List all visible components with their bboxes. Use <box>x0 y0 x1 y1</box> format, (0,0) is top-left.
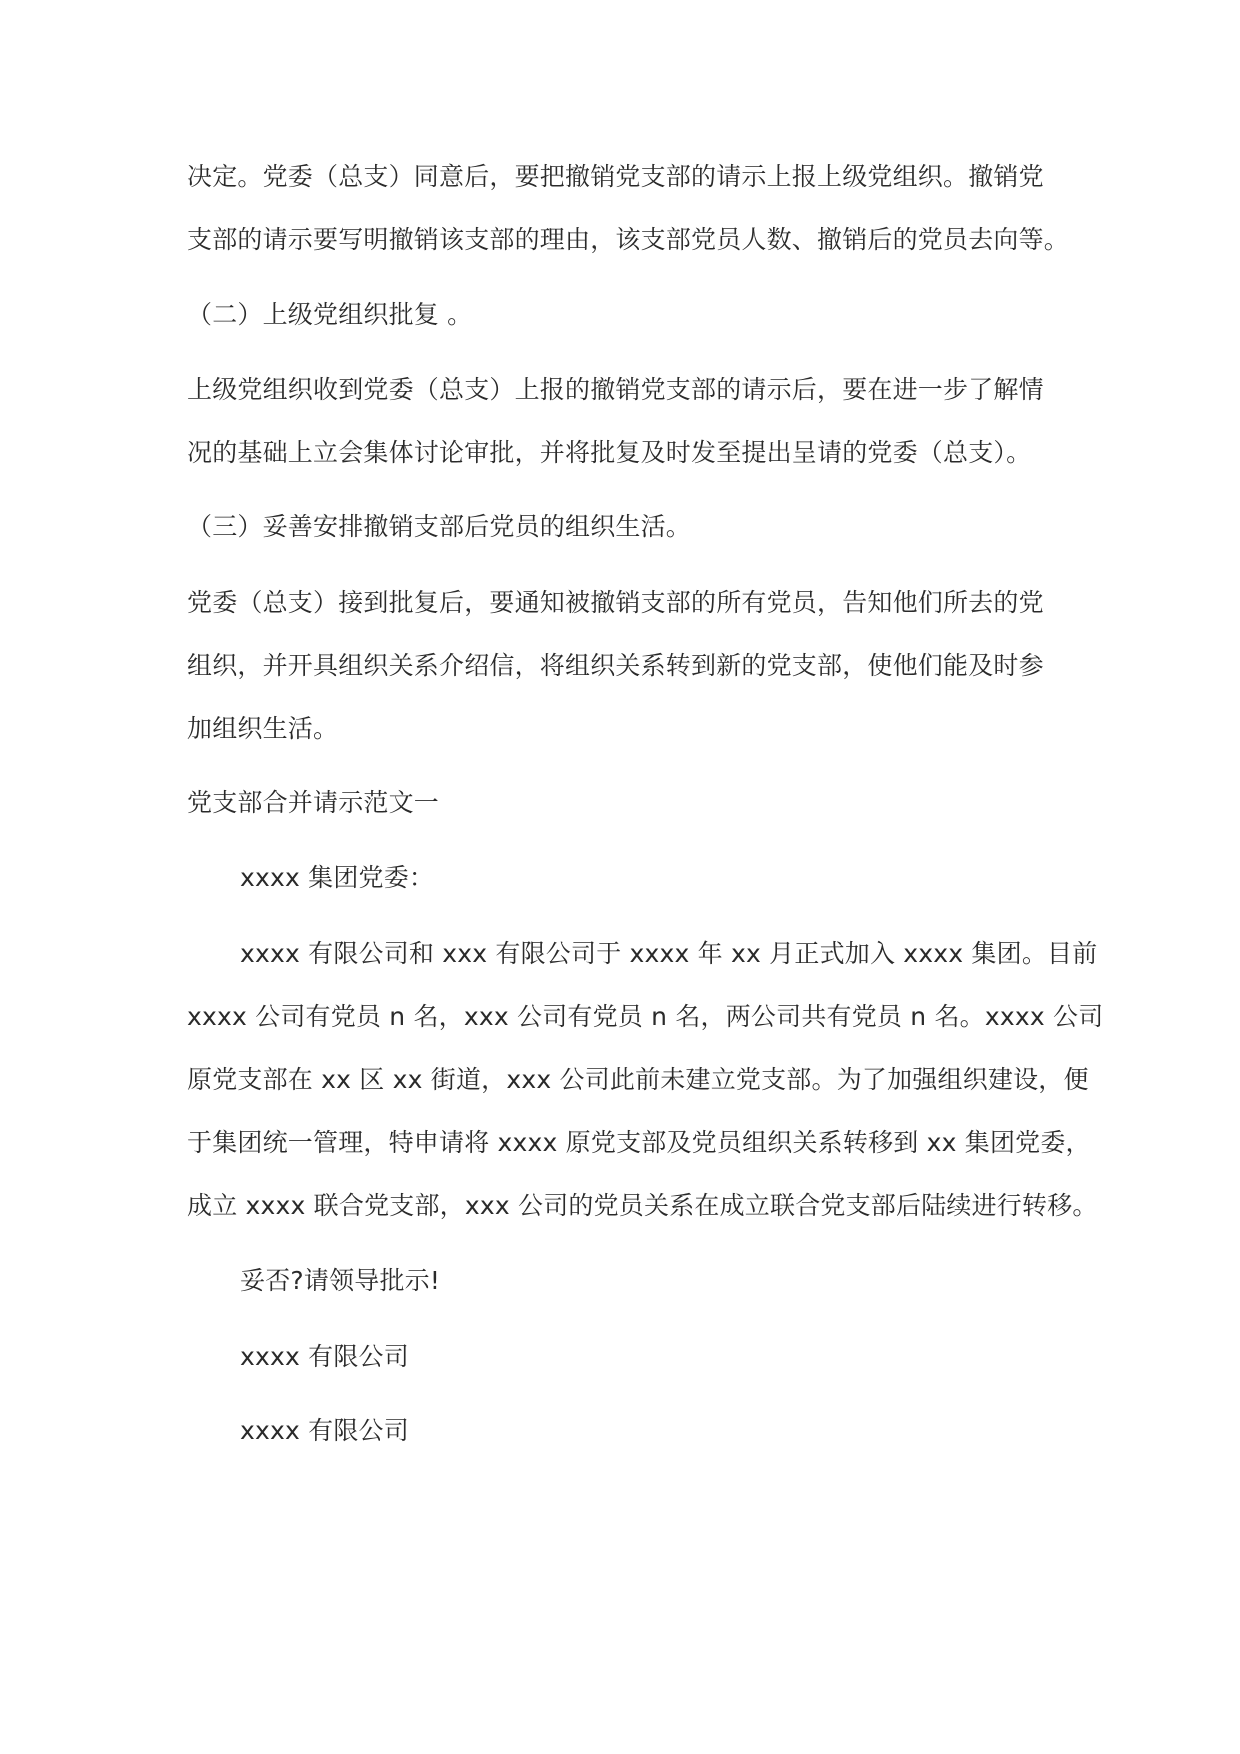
body-line-5: 成立 xxxx 联合党支部，xxx 公司的党员关系在成立联合党支部后陆续进行转移。 <box>187 1191 1098 1220</box>
signature-company-2: xxxx 有限公司 <box>240 1416 409 1445</box>
body-line-3: 原党支部在 xx 区 xx 街道，xxx 公司此前未建立党支部。为了加强组织建设，便 <box>187 1065 1089 1094</box>
paragraph-line-2: 支部的请示要写明撤销该支部的理由，该支部党员人数、撤销后的党员去向等。 <box>187 225 1070 254</box>
body-line-4: 于集团统一管理，特申请将 xxxx 原党支部及党员组织关系转移到 xx 集团党委， <box>187 1128 1091 1157</box>
salutation: xxxx 集团党委： <box>240 863 435 892</box>
paragraph-line-3: 上级党组织收到党委（总支）上报的撤销党支部的请示后，要在进一步了解情 <box>187 375 1044 404</box>
paragraph-line-4: 况的基础上立会集体讨论审批，并将批复及时发至提出呈请的党委（总支）。 <box>187 438 1032 467</box>
paragraph-line-1: 决定。党委（总支）同意后，要把撤销党支部的请示上报上级党组织。撤销党 <box>187 162 1044 191</box>
signature-company-1: xxxx 有限公司 <box>240 1342 409 1371</box>
section-heading-3: （三）妥善安排撤销支部后党员的组织生活。 <box>187 512 692 541</box>
paragraph-line-6: 组织，并开具组织关系介绍信，将组织关系转到新的党支部，使他们能及时参 <box>187 651 1044 680</box>
paragraph-line-7: 加组织生活。 <box>187 714 339 743</box>
body-line-2: xxxx 公司有党员 n 名，xxx 公司有党员 n 名，两公司共有党员 n 名。xxxx 公司 <box>187 1002 1104 1031</box>
section-heading-2: （二）上级党组织批复 。 <box>187 300 473 329</box>
body-line-1: xxxx 有限公司和 xxx 有限公司于 xxxx 年 xx 月正式加入 xxxx 集团。目前 <box>240 939 1098 968</box>
paragraph-line-5: 党委（总支）接到批复后，要通知被撤销支部的所有党员，告知他们所去的党 <box>187 588 1044 617</box>
sample-title: 党支部合并请示范文一 <box>187 788 440 817</box>
closing-request: 妥否?请领导批示! <box>240 1266 441 1295</box>
